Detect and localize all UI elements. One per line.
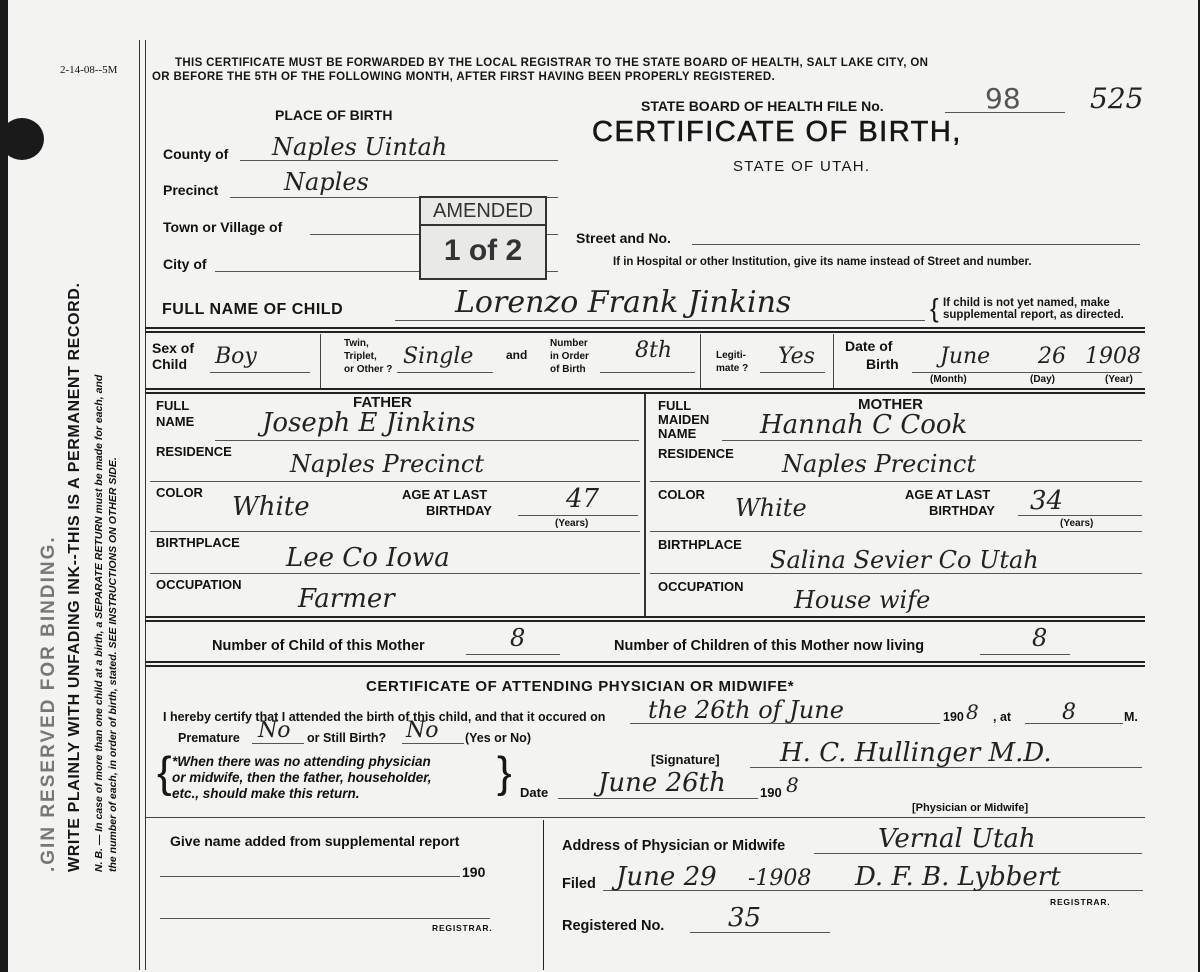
m-label: M. [1124,710,1138,724]
mother-name-line [722,440,1142,441]
premature-value: No [258,718,291,743]
mother-residence-line [650,481,1142,482]
star-note-3: etc., should make this return. [172,786,360,801]
twin-label-1: Twin, [344,338,369,349]
living-line [980,654,1070,655]
mother-full-label-3: NAME [658,426,697,441]
occured-value: the 26th of June [648,696,844,724]
certify-text: I hereby certify that I attended the birth of this child, and that it occured on [163,710,606,724]
date-year: 1908 [1085,344,1141,369]
mother-name-value: Hannah C Cook [760,410,968,440]
certificate-title: CERTIFICATE OF BIRTH, [592,116,962,148]
mother-residence-value: Naples Precinct [782,450,976,478]
precinct-label: Precinct [163,182,219,198]
child-name-note-1: If child is not yet named, make [943,297,1110,309]
sex-label-1: Sex of [152,340,195,356]
margin-rule-2 [145,40,146,970]
twin-label-3: or Other ? [344,364,393,375]
address-label: Address of Physician or Midwife [562,838,786,854]
order-value: 8th [635,338,673,363]
margin-rule-1 [139,40,140,970]
mother-birthplace-line [650,573,1142,574]
stillbirth-label: or Still Birth? [307,731,387,745]
filed-label: Filed [562,876,596,892]
father-years-caption: (Years) [555,518,589,529]
mother-color-value: White [735,494,807,522]
twin-label-2: Triplet, [344,351,377,362]
father-age-label-1: AGE AT LAST [402,487,488,502]
father-age-line [518,515,638,516]
father-birthplace-line [150,573,640,574]
registered-label: Registered No. [562,918,665,934]
child-name-brace: { [930,293,939,323]
signature-label: [Signature] [651,752,720,767]
order-label-1: Number [550,338,588,349]
stillbirth-line [402,743,464,744]
date-line [912,372,1142,373]
supplemental-line-1 [160,876,460,877]
star-note-2: or midwife, then the father, householder, [172,770,432,785]
father-full-label-2: NAME [156,414,195,429]
father-age-value: 47 [566,484,600,514]
mother-age-line [1018,515,1142,516]
notice-line-1: THIS CERTIFICATE MUST BE FORWARDED BY THE LOCAL REGISTRAR TO THE STATE BOARD OF HEALTH, SALT LAKE CITY, ON [175,57,929,69]
child-name-value: Lorenzo Frank Jinkins [455,285,792,320]
legit-label-2: mate ? [716,363,749,374]
child-name-note-2: supplemental report, as directed. [943,309,1124,321]
occured-year-value: 8 [966,700,979,724]
month-caption: (Month) [930,374,967,385]
notice-line-2: OR BEFORE THE 5TH OF THE FOLLOWING MONTH, AFTER FIRST HAVING BEEN PROPERLY REGISTERED. [152,71,776,83]
mother-age-label-2: BIRTHDAY [929,503,995,518]
child-no-line [466,654,560,655]
father-color-value: White [232,492,310,522]
nb-note-line2: the number of each, in order of birth, stated. SEE INSTRUCTIONS ON OTHER SIDE. [107,457,119,872]
date-signed-label: Date [520,785,549,800]
county-label: County of [163,146,229,162]
occured-year-prefix: 190 [943,710,964,724]
supplemental-year: 190 [462,864,486,880]
living-value: 8 [1032,624,1048,652]
rule-above-counts-2 [145,620,1145,622]
child-name-label: FULL NAME OF CHILD [162,301,344,318]
city-label: City of [163,256,207,272]
mother-full-label-2: MAIDEN [658,412,710,427]
county-value: Naples Uintah [272,133,448,161]
certificate-subtitle: STATE OF UTAH. [733,158,871,175]
address-value: Vernal Utah [878,824,1036,854]
form-code: 2-14-08--5M [60,64,118,76]
mother-occupation-value: House wife [794,586,931,614]
order-line [600,372,695,373]
father-age-label-2: BIRTHDAY [426,503,492,518]
father-residence-label: RESIDENCE [156,444,232,459]
twin-line [397,372,493,373]
date-day: 26 [1038,344,1066,369]
legit-line [760,372,825,373]
time-value: 8 [1062,700,1076,725]
father-residence-line [150,481,640,482]
sex-line [210,372,310,373]
day-caption: (Day) [1030,374,1056,385]
legit-divider [833,334,834,388]
living-label: Number of Children of this Mother now living [614,638,925,654]
order-label-2: in Order [550,351,589,362]
supplemental-line-2 [160,918,490,919]
year-caption: (Year) [1105,374,1133,385]
mother-age-label-1: AGE AT LAST [905,487,991,502]
child-name-line [395,320,925,321]
stillbirth-value: No [406,718,439,743]
mother-color-label: COLOR [658,487,705,502]
legit-value: Yes [778,344,815,369]
mother-residence-label: RESIDENCE [658,446,734,461]
registered-value: 35 [728,903,762,933]
signature-value: H. C. Hullinger M.D. [780,738,1052,768]
father-birthplace-label: BIRTHPLACE [156,535,240,550]
father-heading: FATHER [353,394,412,411]
child-no-value: 8 [510,624,526,652]
and-label: and [506,348,528,362]
father-name-line [215,440,639,441]
father-occupation-label: OCCUPATION [156,577,242,592]
rule-above-counts [145,616,1145,618]
sex-label-2: Child [152,356,187,372]
father-residence-value: Naples Precinct [290,450,484,478]
ink-note: WRITE PLAINLY WITH UNFADING INK--THIS IS A PERMANENT RECORD. [66,282,83,872]
mother-color-line [650,531,1142,532]
date-signed-year-prefix: 190 [760,785,782,800]
place-heading: PLACE OF BIRTH [275,107,393,123]
at-label: , at [993,710,1012,724]
rule-above-physician-2 [145,665,1145,667]
father-occupation-value: Farmer [298,584,395,614]
date-signed-year-value: 8 [786,773,799,797]
mother-birthplace-label: BIRTHPLACE [658,537,742,552]
nb-note-line1: N. B. — In case of more than one child at a birth, a SEPARATE RETURN must be made for each, and [93,374,105,872]
filed-registrar: REGISTRAR. [1050,897,1111,907]
mother-age-value: 34 [1030,486,1064,516]
child-no-label: Number of Child of this Mother [212,638,425,654]
mother-years-caption: (Years) [1060,518,1094,529]
binding-hole [0,118,44,160]
legit-label-1: Legiti- [716,350,746,361]
star-note-brace-left: { [157,748,172,797]
order-label-3: of Birth [550,364,586,375]
sex-value: Boy [215,344,257,369]
date-label-1: Date of [845,338,893,354]
rule-above-sex [145,327,1145,329]
sex-divider [320,334,321,388]
town-label: Town or Village of [163,219,283,235]
rule-above-parents [145,388,1145,390]
father-full-label-1: FULL [156,398,190,413]
filed-value: June 29 [616,862,717,892]
mother-birthplace-value: Salina Sevier Co Utah [770,546,1039,574]
filed-year: -1908 [748,866,812,891]
file-no-extra: 525 [1090,82,1144,115]
date-label-2: Birth [866,356,899,372]
mother-occupation-label: OCCUPATION [658,579,744,594]
amended-stamp-line2: 1 of 2 [443,234,523,267]
physician-heading: CERTIFICATE OF ATTENDING PHYSICIAN OR MIDWIFE* [366,678,795,695]
precinct-value: Naples [284,168,369,196]
signature-caption: [Physician or Midwife] [912,802,1029,814]
amended-stamp-line1: AMENDED [421,198,545,226]
lower-divider [543,820,544,970]
rule-above-physician [145,661,1145,663]
premature-line [252,743,304,744]
file-no-label: STATE BOARD OF HEALTH FILE No. [641,98,884,114]
filed-signature: D. F. B. Lybbert [855,862,1061,892]
file-no-value: 98 [985,82,1021,115]
father-name-value: Joseph E Jinkins [262,408,476,438]
date-signed-value: June 26th [598,768,726,798]
father-color-label: COLOR [156,485,203,500]
street-line [692,244,1140,245]
father-color-line [150,531,640,532]
rule-above-sex-2 [145,331,1145,333]
mother-full-label-1: FULL [658,398,692,413]
yes-no-caption: (Yes or No) [465,731,531,745]
supplemental-label: Give name added from supplemental report [170,833,460,849]
parents-divider [644,394,646,616]
star-note-1: *When there was no attending physician [172,754,431,769]
twin-value: Single [403,344,474,369]
date-signed-line [558,798,758,799]
hospital-note: If in Hospital or other Institution, give its name instead of Street and number. [613,256,1032,268]
rule-above-lower [145,817,1145,818]
mother-heading: MOTHER [858,396,923,413]
father-birthplace-value: Lee Co Iowa [286,543,450,573]
street-label: Street and No. [576,230,671,246]
star-note-brace-right: } [497,748,512,797]
binding-note: .GIN RESERVED FOR BINDING. [38,535,59,872]
amended-stamp [419,196,547,280]
supplemental-registrar: REGISTRAR. [432,923,493,933]
date-month: June [940,344,991,369]
order-divider [700,334,701,388]
premature-label: Premature [178,731,240,745]
